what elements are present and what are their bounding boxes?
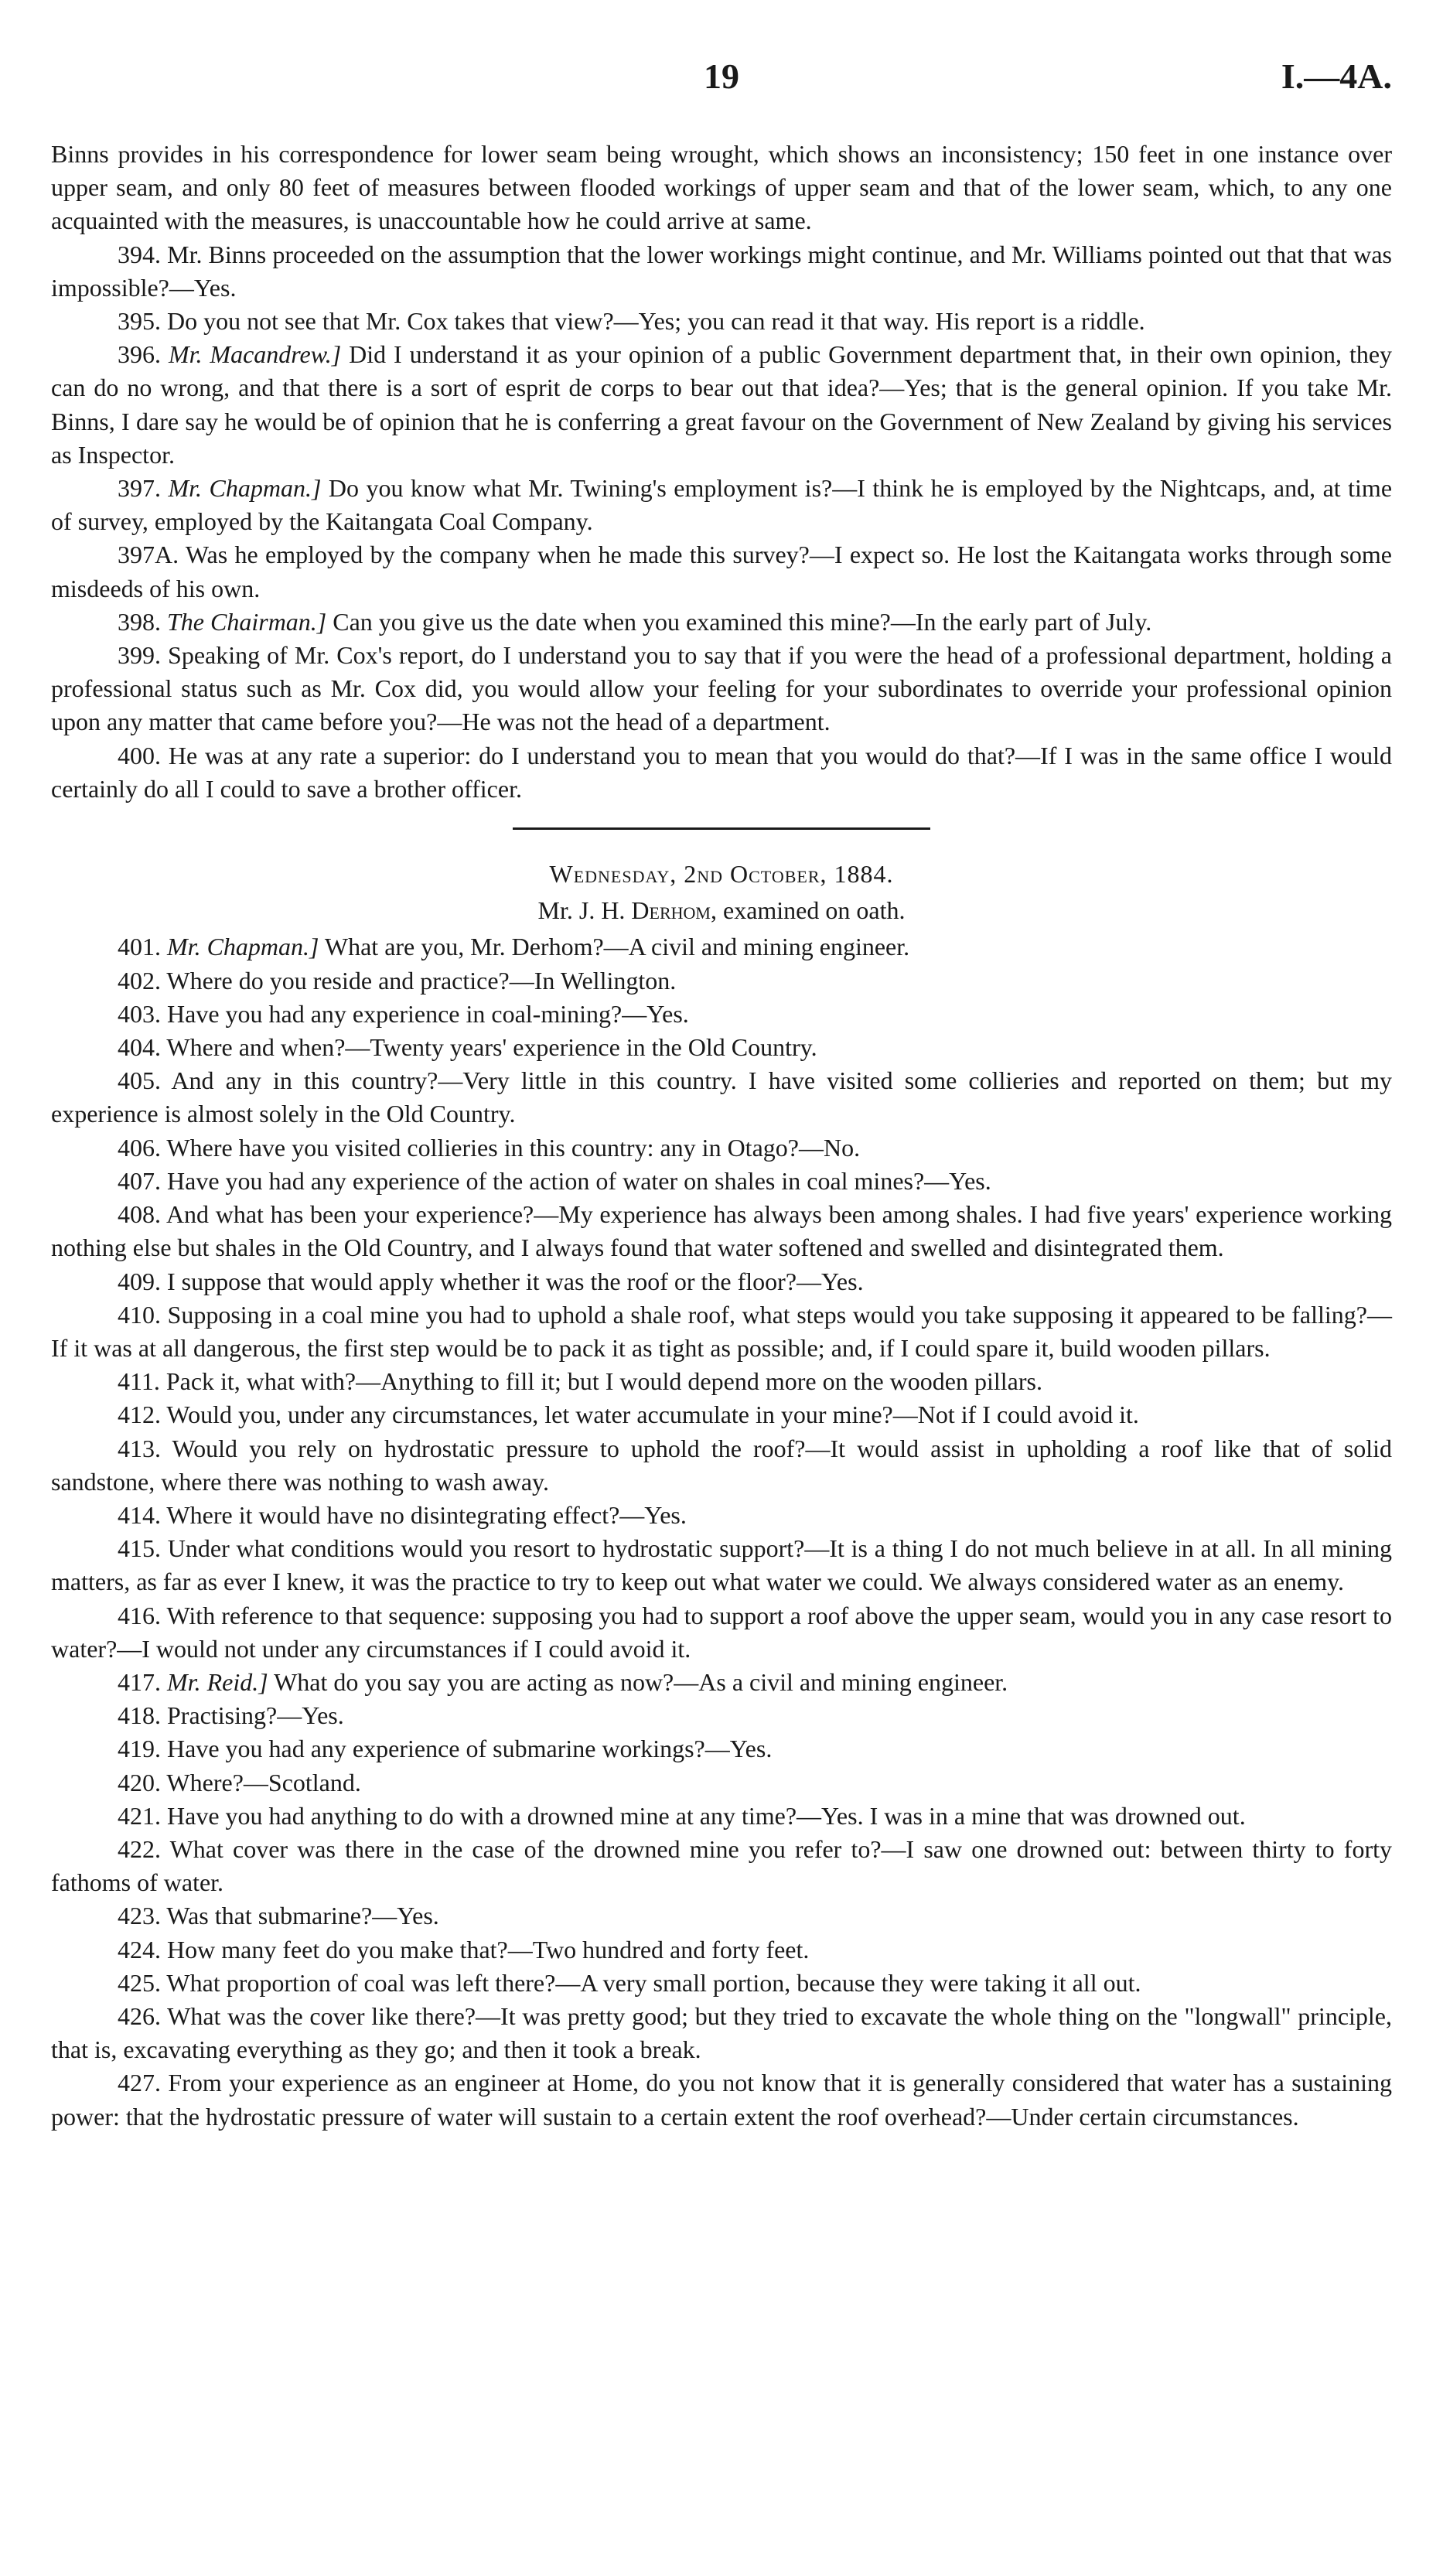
question-410 [51, 1298, 1392, 1365]
question-text: Would you, under any circumstances, let water accumulate in your mine?—Not if I could avoid it. [166, 1401, 1139, 1429]
question-number: 397A. [118, 541, 179, 569]
question-number: 402. [118, 966, 161, 995]
question-400 [51, 739, 1392, 806]
question-number: 424. [118, 1935, 161, 1964]
question-418 [51, 1699, 1392, 1732]
question-422 [51, 1833, 1392, 1899]
question-text: From your experience as an engineer at Home, do you not know that it is generally considered that water has a sustaining power: that the hydrostatic pressure of water will sustain to a certain extent the roof overhead?—Under certain circumstances. [51, 2069, 1393, 2131]
question-text: Have you had any experience of the action of water on shales in coal mines?—Yes. [167, 1166, 991, 1195]
question-text: Pack it, what with?—Anything to fill it; but I would depend more on the wooden pillars. [165, 1367, 1042, 1396]
section-divider [513, 827, 930, 830]
page-header [51, 56, 1392, 102]
question-text: What proportion of coal was left there?—A very small portion, because they were taking it all out. [166, 1968, 1141, 1997]
question-text: I suppose that would apply whether it was the roof or the floor?—Yes. [167, 1267, 864, 1295]
question-number: 416. [118, 1601, 161, 1629]
question-text: Where?—Scotland. [166, 1768, 361, 1796]
question-text: What do you say you are acting as now?—As a civil and mining engineer. [274, 1667, 1008, 1696]
question-number: 403. [118, 999, 161, 1028]
question-text: Mr. Binns proceeded on the assumption that the lower workings might continue, and Mr. Williams pointed out that that was impossible?—Yes. [51, 240, 1393, 302]
question-text: What cover was there in the case of the drowned mine you refer to?—I saw one drowned out: between thirty to forty fathoms of water. [51, 1834, 1393, 1897]
question-417 [51, 1666, 1392, 1699]
witness-line [51, 894, 1392, 927]
question-number: 418. [118, 1701, 161, 1730]
question-text: Was he employed by the company when he made this survey?—I expect so. He lost the Kaitangata works through some misdeeds of his own. [51, 541, 1393, 602]
question-397 [51, 472, 1392, 538]
speaker-name: Mr. Reid.] [167, 1667, 268, 1696]
question-number: 411. [118, 1367, 160, 1396]
question-number: 400. [118, 741, 161, 769]
question-text: And any in this country?—Very little in this country. I have visited some collieries and reported on them; but my experience is almost solely in the Old Country. [51, 1066, 1392, 1128]
question-405 [51, 1064, 1392, 1131]
question-text: How many feet do you make that?—Two hundred and forty feet. [167, 1935, 810, 1964]
question-397A [51, 538, 1392, 605]
question-413 [51, 1432, 1392, 1499]
question-415 [51, 1532, 1392, 1598]
question-text: Where have you visited collieries in this country: any in Otago?—No. [166, 1133, 861, 1162]
document-reference: I.—4A. [1281, 56, 1392, 96]
question-number: 420. [118, 1768, 161, 1796]
question-list-part-2 [51, 930, 1392, 2133]
question-text: What are you, Mr. Derhom?—A civil and mining engineer. [324, 933, 910, 961]
question-395 [51, 305, 1392, 338]
question-404 [51, 1031, 1392, 1064]
question-406 [51, 1131, 1392, 1165]
question-number: 422. [118, 1834, 161, 1863]
witness-prefix: Mr. J. H. [537, 896, 626, 925]
question-text: And what has been your experience?—My experience has always been among shales. I had five years' experience working nothing else but shales in the Old Country, and I always found that water softened and swelled and disintegrated them. [51, 1200, 1393, 1262]
question-396 [51, 338, 1392, 472]
question-number: 412. [118, 1401, 161, 1429]
question-text: Can you give us the date when you examined this mine?—In the early part of July. [333, 607, 1152, 636]
question-412 [51, 1398, 1392, 1431]
witness-suffix: , examined on oath. [710, 896, 906, 925]
question-text: He was at any rate a superior: do I understand you to mean that you would do that?—If I was in the same office I would certainly do all I could to save a brother officer. [51, 741, 1393, 803]
question-number: 421. [118, 1801, 161, 1830]
question-number: 427. [118, 2069, 161, 2097]
intro-paragraph: Binns provides in his correspondence for lower seam being wrought, which shows an inconsistency; 150 feet in one instance over upper seam, and only 80 feet of measures between flooded workings of upper seam and that of the lower seam, which, to any one acquainted with the measures, is unaccountable how he could arrive at same. [51, 140, 1392, 235]
question-420 [51, 1766, 1392, 1800]
question-419 [51, 1732, 1392, 1766]
question-number: 409. [118, 1267, 161, 1295]
question-text: Practising?—Yes. [167, 1701, 344, 1730]
question-425 [51, 1967, 1392, 2000]
question-number: 401. [118, 933, 161, 961]
page-number: 19 [704, 56, 739, 96]
speaker-name: Mr. Chapman.] [167, 933, 319, 961]
question-number: 419. [118, 1735, 161, 1763]
question-text: With reference to that sequence: supposing you had to support a roof above the upper seam, would you in any case resort to water?—I would not under any circumstances if I could avoid it. [51, 1601, 1392, 1663]
question-number: 425. [118, 1968, 161, 1997]
question-394 [51, 238, 1392, 305]
question-text: Do you not see that Mr. Cox takes that view?—Yes; you can read it that way. His report is a riddle. [167, 307, 1145, 336]
question-number: 408. [118, 1200, 161, 1229]
question-text: Speaking of Mr. Cox's report, do I understand you to say that if you were the head of a professional department, holding a professional status such as Mr. Cox did, you would allow your feeling for your subordinates to override your professional opinion upon any matter that came before you?—He was not the head of a department. [51, 641, 1393, 736]
question-number: 404. [118, 1033, 161, 1062]
question-421 [51, 1800, 1392, 1833]
question-number: 415. [118, 1534, 161, 1563]
question-number: 413. [118, 1434, 161, 1462]
question-text: Have you had any experience in coal-mining?—Yes. [167, 999, 689, 1028]
question-401 [51, 930, 1392, 964]
question-398 [51, 606, 1392, 639]
question-424 [51, 1933, 1392, 1967]
question-text: Was that submarine?—Yes. [166, 1902, 439, 1930]
question-text: Have you had anything to do with a drowned mine at any time?—Yes. I was in a mine that was drowned out. [167, 1801, 1246, 1830]
question-423 [51, 1899, 1392, 1933]
question-411 [51, 1365, 1392, 1398]
question-text: Where and when?—Twenty years' experience in the Old Country. [166, 1033, 817, 1062]
question-408 [51, 1198, 1392, 1264]
document-body [51, 138, 1392, 2134]
question-number: 426. [118, 2001, 161, 2030]
question-409 [51, 1265, 1392, 1298]
question-number: 396. [118, 340, 161, 369]
question-number: 417. [118, 1667, 161, 1696]
question-text: Do you know what Mr. Twining's employment is?—I think he is employed by the Nightcaps, and, at time of survey, employed by the Kaitangata Coal Company. [51, 474, 1393, 536]
question-416 [51, 1599, 1392, 1666]
question-407 [51, 1165, 1392, 1198]
question-list-part-1 [51, 238, 1392, 806]
question-number: 406. [118, 1133, 161, 1162]
question-text: Where do you reside and practice?—In Wellington. [166, 966, 677, 995]
question-402 [51, 964, 1392, 998]
question-text: Did I understand it as your opinion of a public Government department that, in their own opinion, they can do no wrong, and that there is a sort of esprit de corps to bear out that idea?—Yes; that is the general opinion. If you take Mr. Binns, I dare say he would be of opinion that he is conferring a great favour on the Government of New Zealand by giving his services as Inspector. [51, 340, 1393, 469]
question-427 [51, 2066, 1392, 2133]
question-426 [51, 2000, 1392, 2066]
question-number: 397. [118, 474, 161, 503]
witness-name: Derhom [631, 896, 711, 925]
speaker-name: The Chairman.] [167, 607, 327, 636]
question-number: 394. [118, 240, 161, 268]
question-text: Where it would have no disintegrating effect?—Yes. [166, 1500, 687, 1529]
question-text: What was the cover like there?—It was pretty good; but they tried to excavate the whole thing on the "longwall" principle, that is, excavating everything as they go; and then it took a break. [51, 2001, 1393, 2064]
speaker-name: Mr. Chapman.] [168, 474, 322, 503]
speaker-name: Mr. Macandrew.] [168, 340, 342, 369]
question-403 [51, 998, 1392, 1031]
question-number: 414. [118, 1500, 161, 1529]
section-heading: Wednesday, 2nd October, 1884. [549, 860, 894, 889]
question-number: 395. [118, 307, 161, 336]
question-number: 399. [118, 641, 161, 670]
question-414 [51, 1499, 1392, 1532]
question-text: Supposing in a coal mine you had to uphold a shale roof, what steps would you take supposing it appeared to be falling?—If it was at all dangerous, the first step would be to pack it as tight as possible; and, if I could spare it, build wooden pillars. [51, 1300, 1392, 1362]
question-text: Would you rely on hydrostatic pressure to uphold the roof?—It would assist in upholding a roof like that of solid sandstone, where there was nothing to wash away. [51, 1434, 1393, 1496]
question-number: 398. [118, 607, 161, 636]
question-text: Have you had any experience of submarine workings?—Yes. [167, 1735, 773, 1763]
question-number: 423. [118, 1902, 161, 1930]
question-number: 407. [118, 1166, 161, 1195]
question-number: 410. [118, 1300, 161, 1329]
question-text: Under what conditions would you resort to hydrostatic support?—It is a thing I do not much believe in at all. In all mining matters, as far as ever I knew, it was the practice to try to keep out what water we could. We always considered water as an enemy. [51, 1534, 1393, 1596]
question-399 [51, 639, 1392, 739]
question-number: 405. [118, 1066, 161, 1095]
